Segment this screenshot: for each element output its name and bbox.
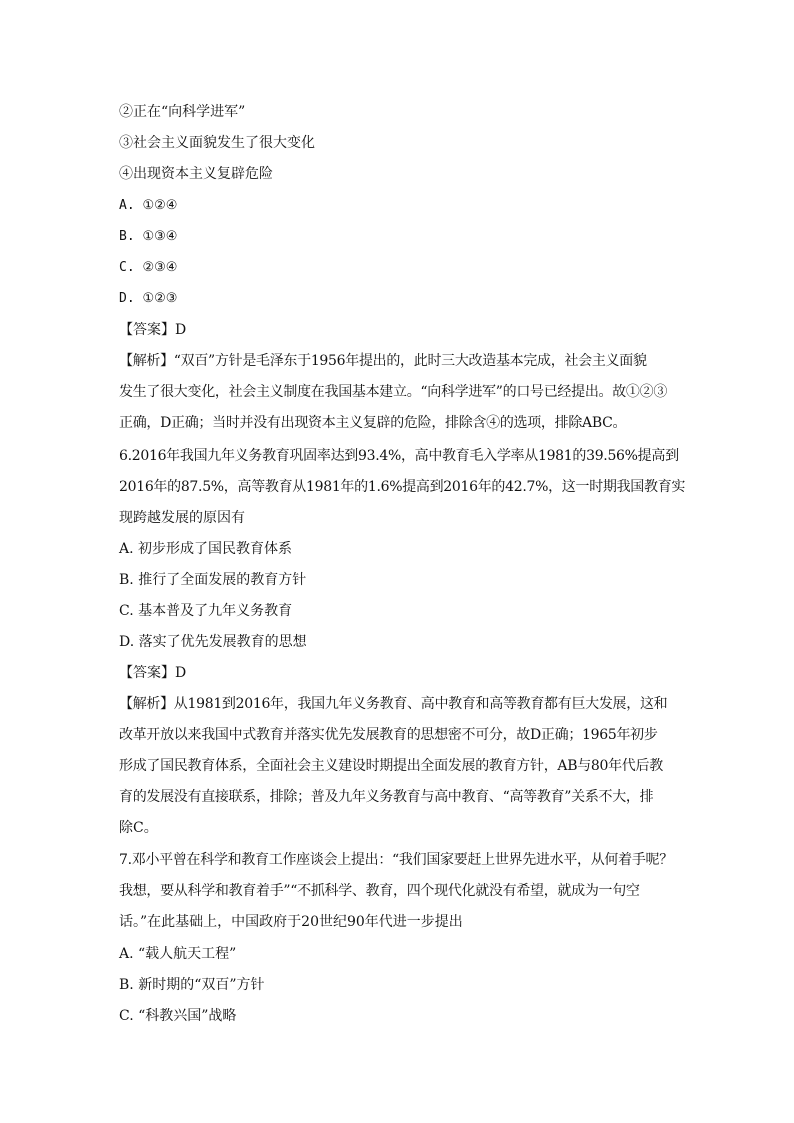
q7-option-b: B. 新时期的“双百”方针 bbox=[119, 977, 265, 993]
q6-option-c: C. 基本普及了九年义务教育 bbox=[119, 603, 293, 619]
q7-option-c: C. “科教兴国”战略 bbox=[119, 1008, 237, 1024]
q5-analysis-line: 正确，D正确；当时并没有出现资本主义复辟的危险，排除含④的选项，排除ABC。 bbox=[119, 415, 627, 431]
q6-analysis-line: 育的发展没有直接联系，排除；普及九年义务教育与高中教育、“高等教育”关系不大，排 bbox=[119, 789, 654, 805]
q5-item-2: ②正在“向科学进军” bbox=[119, 104, 246, 120]
q6-stem-line: 2016年的87.5%，高等教育从1981年的1.6%提高到2016年的42.7%，这一时期我国教育实 bbox=[119, 479, 686, 495]
q6-option-a: A. 初步形成了国民教育体系 bbox=[119, 541, 293, 557]
q7-stem-line: 我想，要从科学和教育着手”“不抓科学、教育，四个现代化就没有希望，就成为一句空 bbox=[119, 883, 640, 899]
q5-item-3: ③社会主义面貌发生了很大变化 bbox=[119, 135, 315, 151]
q6-stem-line: 现跨越发展的原因有 bbox=[119, 510, 245, 526]
q5-analysis-line: 【解析】“双百”方针是毛泽东于1956年提出的，此时三大改造基本完成，社会主义面貌 bbox=[119, 353, 647, 369]
q7-stem-line: 话。”在此基础上，中国政府于20世纪90年代进一步提出 bbox=[119, 914, 463, 930]
q6-option-b: B. 推行了全面发展的教育方针 bbox=[119, 572, 307, 588]
q7-stem-line: 7.邓小平曾在科学和教育工作座谈会上提出：“我们国家要赶上世界先进水平，从何着手呢？ bbox=[119, 852, 673, 868]
q6-analysis-line: 除C。 bbox=[119, 820, 158, 836]
q6-answer: 【答案】D bbox=[119, 665, 187, 681]
q6-option-d: D. 落实了优先发展教育的思想 bbox=[119, 634, 307, 650]
q6-analysis-line: 【解析】从1981到2016年，我国九年义务教育、高中教育和高等教育都有巨大发展，这和 bbox=[119, 696, 668, 712]
q5-option-c: C. ②③④ bbox=[119, 260, 178, 275]
q6-analysis-line: 改革开放以来我国中式教育并落实优先发展教育的思想密不可分，故D正确；1965年初步 bbox=[119, 727, 658, 743]
q5-analysis-line: 发生了很大变化，社会主义制度在我国基本建立。“向科学进军”的口号已经提出。故①②③ bbox=[119, 384, 668, 400]
q6-stem-line: 6.2016年我国九年义务教育巩固率达到93.4%，高中教育毛入学率从1981的39.56%提高到 bbox=[119, 448, 679, 464]
q7-option-a: A. “载人航天工程” bbox=[119, 946, 237, 962]
q5-item-4: ④出现资本主义复辟危险 bbox=[119, 166, 273, 182]
q5-option-d: D. ①②③ bbox=[119, 291, 178, 306]
q5-answer: 【答案】D bbox=[119, 322, 187, 338]
q5-option-a: A. ①②④ bbox=[119, 198, 178, 213]
q6-analysis-line: 形成了国民教育体系，全面社会主义建设时期提出全面发展的教育方针，AB与80年代后教 bbox=[119, 758, 663, 774]
q5-option-b: B. ①③④ bbox=[119, 229, 178, 244]
